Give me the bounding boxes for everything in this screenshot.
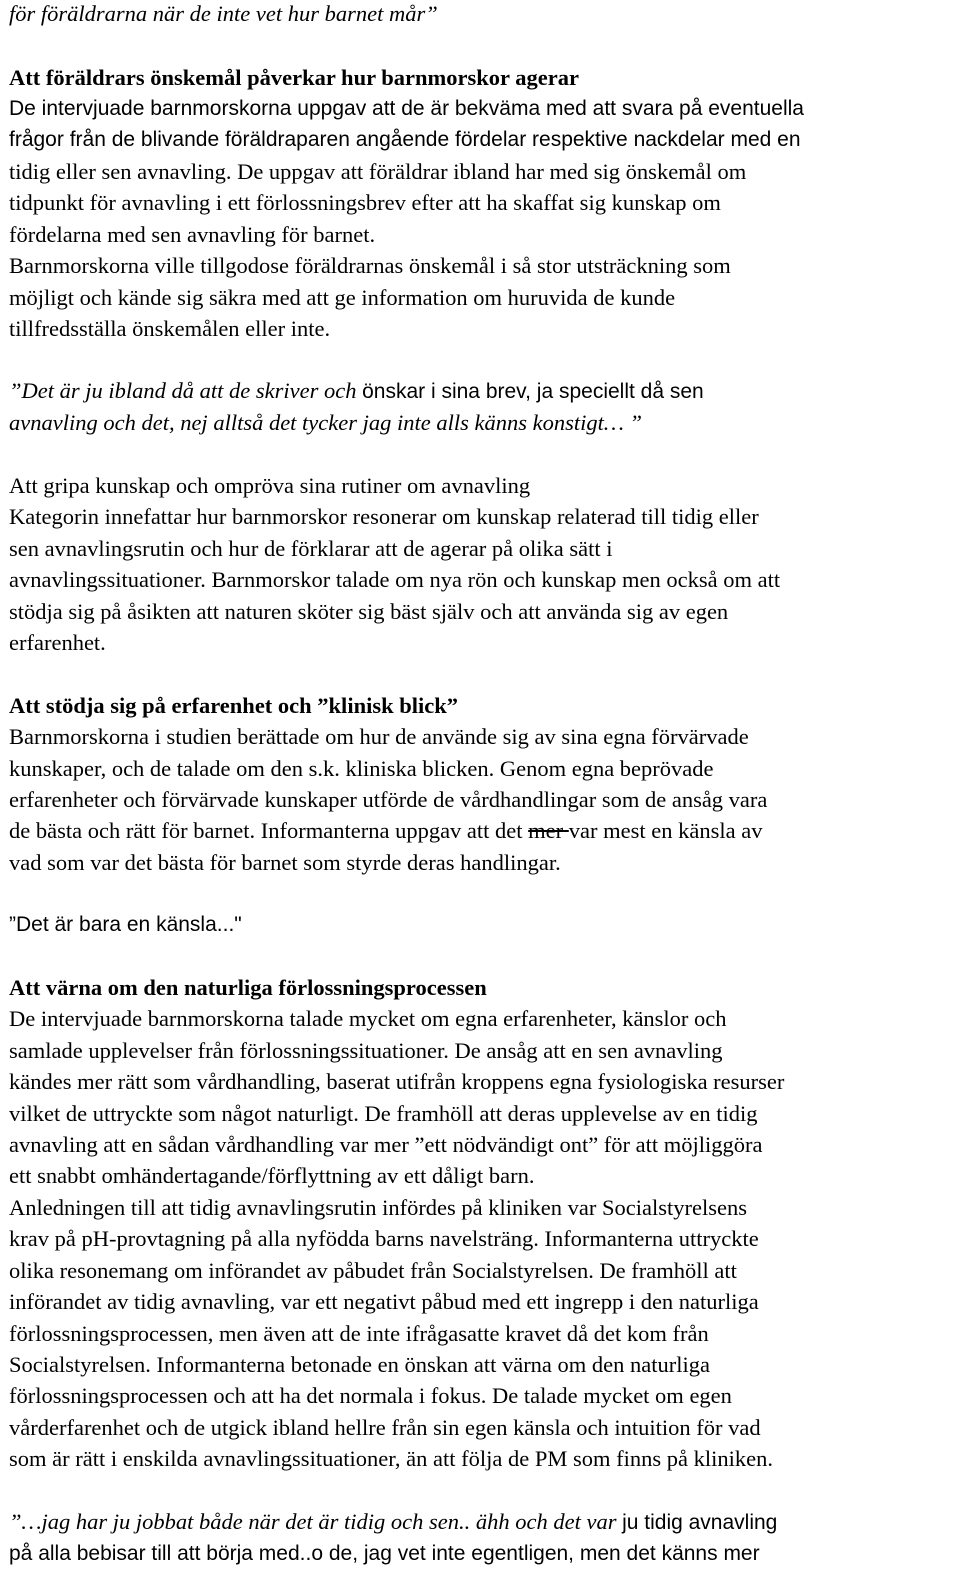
body-line: Barnmorskorna ville tillgodose föräldrarnas önskemål i så stor utsträckning som <box>9 253 731 278</box>
body-text: var mest en känsla av <box>568 818 763 843</box>
body-line: avnavlingssituationer. Barnmorskor talade om nya rön och kunskap men också om att <box>9 567 781 592</box>
quote-italic: ”…jag har ju jobbat både när det är tidig och sen.. ähh och det var <box>9 1509 623 1534</box>
body-line: erfarenheter och förvärvade kunskaper utförde de vårdhandlingar som de ansåg vara <box>9 787 768 812</box>
body-line: vad som var det bästa för barnet som styrde deras handlingar. <box>9 850 561 875</box>
body-line: fördelarna med sen avnavling för barnet. <box>9 222 376 247</box>
body-line: förlossningsprocessen och att ha det normala i fokus. De talade mycket om egen <box>9 1383 732 1408</box>
body-line: Kategorin innefattar hur barnmorskor resonerar om kunskap relaterad till tidig eller <box>9 504 759 529</box>
quote-italic: ”Det är ju ibland då att de skriver och <box>9 378 363 403</box>
body-line: Barnmorskorna i studien berättade om hur de använde sig av sina egna förvärvade <box>9 724 749 749</box>
body-line: samlade upplevelser från förlossningssituationer. De ansåg att en sen avnavling <box>9 1038 723 1063</box>
body-line: olika resonemang om införandet av påbudet från Socialstyrelsen. De framhöll att <box>9 1258 737 1283</box>
body-line: tillfredsställa önskemålen eller inte. <box>9 316 331 341</box>
body-line: kändes mer rätt som vårdhandling, baserat utifrån kroppens egna fysiologiska resurser <box>9 1069 785 1094</box>
body-line: avnavling att en sådan vårdhandling var mer ”ett nödvändigt ont” för att möjliggöra <box>9 1132 763 1157</box>
body-line <box>9 815 762 846</box>
body-line: förlossningsprocessen, men även att de inte ifrågasatte kravet då det kom från <box>9 1321 709 1346</box>
quote-line: avnavling och det, nej alltså det tycker jag inte alls känns konstigt… ” <box>9 410 643 435</box>
body-line: frågor från de blivande föräldraparen angående fördelar respektive nackdelar med en <box>9 128 801 151</box>
section-heading-experience: Att stödja sig på erfarenhet och ”klinisk blick” <box>9 693 458 718</box>
section-heading-natural-birth: Att värna om den naturliga förlossningsprocessen <box>9 975 487 1000</box>
body-line: vårderfarenhet och de utgick ibland hellre från sin egen känsla och intuition för vad <box>9 1415 761 1440</box>
quote-line <box>9 1506 777 1538</box>
body-line: stödja sig på åsikten att naturen sköter sig bäst själv och att använda sig av egen <box>9 599 729 624</box>
body-line: Socialstyrelsen. Informanterna betonade en önskan att värna om den naturliga <box>9 1352 711 1377</box>
body-line: De intervjuade barnmorskorna uppgav att de är bekväma med att svara på eventuella <box>9 97 804 120</box>
body-line: erfarenhet. <box>9 630 106 655</box>
top-fragment: för föräldrarna när de inte vet hur barnet mår” <box>9 1 438 26</box>
body-line: som är rätt i enskilda avnavlingssituationer, än att följa de PM som finns på kliniken. <box>9 1446 773 1471</box>
body-line: möjligt och kände sig säkra med att ge information om huruvida de kunde <box>9 285 676 310</box>
body-line: tidpunkt för avnavling i ett förlossningsbrev efter att ha skaffat sig kunskap om <box>9 190 721 215</box>
quote-line: ”Det är bara en känsla..." <box>9 913 242 936</box>
quote-plain: ju tidig avnavling <box>622 1511 778 1534</box>
body-line: tidig eller sen avnavling. De uppgav att föräldrar ibland har med sig önskemål om <box>9 159 747 184</box>
body-line: kunskaper, och de talade om den s.k. kliniska blicken. Genom egna beprövade <box>9 756 714 781</box>
struck-text: mer <box>528 818 569 843</box>
quote-line: på alla bebisar till att börja med..o de, jag vet inte egentligen, men det känns mer <box>9 1542 760 1565</box>
body-text: de bästa och rätt för barnet. Informanterna uppgav att det <box>9 818 529 843</box>
body-line: Anledningen till att tidig avnavlingsrutin infördes på kliniken var Socialstyrelsens <box>9 1195 747 1220</box>
body-line: sen avnavlingsrutin och hur de förklarar att de agerar på olika sätt i <box>9 536 613 561</box>
section-heading-knowledge: Att gripa kunskap och ompröva sina rutiner om avnavling <box>9 473 531 498</box>
body-line: De intervjuade barnmorskorna talade mycket om egna erfarenheter, känslor och <box>9 1006 727 1031</box>
body-line: ett snabbt omhändertagande/förflyttning av ett dåligt barn. <box>9 1163 535 1188</box>
quote-plain: önskar i sina brev, ja speciellt då sen <box>362 380 704 403</box>
section-heading-parent-wishes: Att föräldrars önskemål påverkar hur barnmorskor agerar <box>9 65 579 90</box>
body-line: införandet av tidig avnavling, var ett negativt påbud med ett ingrepp i den naturliga <box>9 1289 759 1314</box>
body-line: krav på pH-provtagning på alla nyfödda barns navelsträng. Informanterna uttryckte <box>9 1226 759 1251</box>
quote-line <box>9 375 704 407</box>
body-line: vilket de uttryckte som något naturligt. De framhöll att deras upplevelse av en tidig <box>9 1101 758 1126</box>
